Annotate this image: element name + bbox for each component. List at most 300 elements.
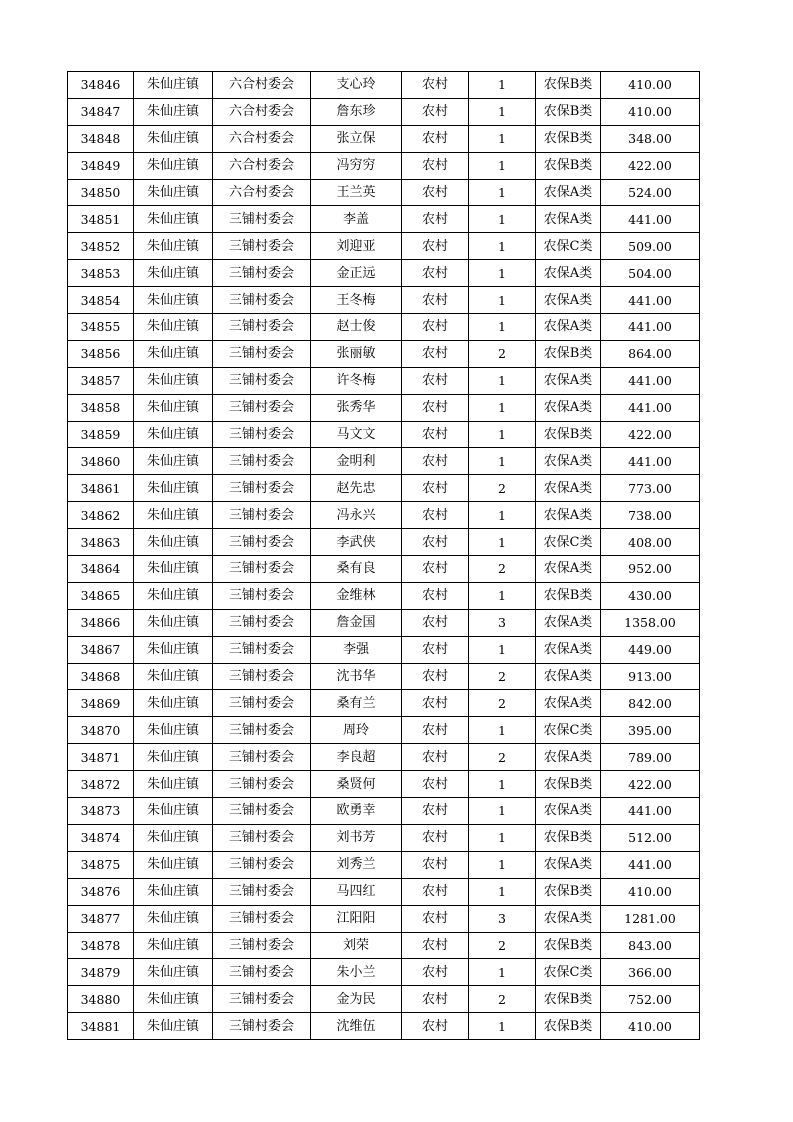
area-type-cell: 农村: [402, 824, 469, 851]
village-committee-cell: 三铺村委会: [213, 824, 311, 851]
village-committee-cell: 三铺村委会: [213, 206, 311, 233]
town-cell: 朱仙庄镇: [134, 663, 213, 690]
name-cell: 李良超: [311, 744, 402, 771]
name-cell: 刘秀兰: [311, 851, 402, 878]
area-type-cell: 农村: [402, 663, 469, 690]
town-cell: 朱仙庄镇: [134, 340, 213, 367]
name-cell: 赵士俊: [311, 314, 402, 341]
amount-cell: 408.00: [601, 529, 700, 556]
table-row: [68, 394, 700, 421]
amount-cell: 422.00: [601, 421, 700, 448]
category-cell: 农保A类: [536, 394, 601, 421]
area-type-cell: 农村: [402, 905, 469, 932]
table-row: [68, 72, 700, 99]
name-cell: 朱小兰: [311, 959, 402, 986]
area-type-cell: 农村: [402, 609, 469, 636]
village-committee-cell: 六合村委会: [213, 152, 311, 179]
serial-number-cell: 34848: [68, 125, 134, 152]
household-size-cell: 1: [469, 72, 536, 99]
town-cell: 朱仙庄镇: [134, 72, 213, 99]
name-cell: 王兰英: [311, 179, 402, 206]
table-row: [68, 851, 700, 878]
serial-number-cell: 34846: [68, 72, 134, 99]
name-cell: 桑有良: [311, 556, 402, 583]
serial-number-cell: 34855: [68, 314, 134, 341]
serial-number-cell: 34867: [68, 636, 134, 663]
amount-cell: 952.00: [601, 556, 700, 583]
name-cell: 李盖: [311, 206, 402, 233]
name-cell: 许冬梅: [311, 367, 402, 394]
amount-cell: 843.00: [601, 932, 700, 959]
table-row: [68, 824, 700, 851]
town-cell: 朱仙庄镇: [134, 314, 213, 341]
name-cell: 刘书芳: [311, 824, 402, 851]
table-row: [68, 260, 700, 287]
area-type-cell: 农村: [402, 287, 469, 314]
town-cell: 朱仙庄镇: [134, 798, 213, 825]
village-committee-cell: 三铺村委会: [213, 556, 311, 583]
village-committee-cell: 三铺村委会: [213, 717, 311, 744]
category-cell: 农保A类: [536, 663, 601, 690]
amount-cell: 410.00: [601, 1013, 700, 1040]
town-cell: 朱仙庄镇: [134, 771, 213, 798]
household-size-cell: 2: [469, 556, 536, 583]
village-committee-cell: 三铺村委会: [213, 314, 311, 341]
village-committee-cell: 三铺村委会: [213, 394, 311, 421]
category-cell: 农保B类: [536, 582, 601, 609]
table-row: [68, 98, 700, 125]
serial-number-cell: 34878: [68, 932, 134, 959]
amount-cell: 441.00: [601, 851, 700, 878]
category-cell: 农保A类: [536, 690, 601, 717]
category-cell: 农保B类: [536, 421, 601, 448]
serial-number-cell: 34863: [68, 529, 134, 556]
table-row: [68, 314, 700, 341]
village-committee-cell: 三铺村委会: [213, 932, 311, 959]
household-size-cell: 1: [469, 98, 536, 125]
amount-cell: 512.00: [601, 824, 700, 851]
document-page: [67, 71, 699, 1040]
area-type-cell: 农村: [402, 340, 469, 367]
table-row: [68, 448, 700, 475]
town-cell: 朱仙庄镇: [134, 556, 213, 583]
household-size-cell: 1: [469, 878, 536, 905]
village-committee-cell: 三铺村委会: [213, 905, 311, 932]
category-cell: 农保B类: [536, 152, 601, 179]
category-cell: 农保B类: [536, 1013, 601, 1040]
category-cell: 农保B类: [536, 340, 601, 367]
village-committee-cell: 三铺村委会: [213, 636, 311, 663]
amount-cell: 752.00: [601, 986, 700, 1013]
serial-number-cell: 34853: [68, 260, 134, 287]
beneficiary-table: [67, 71, 700, 1040]
amount-cell: 348.00: [601, 125, 700, 152]
village-committee-cell: 三铺村委会: [213, 986, 311, 1013]
area-type-cell: 农村: [402, 798, 469, 825]
town-cell: 朱仙庄镇: [134, 206, 213, 233]
serial-number-cell: 34850: [68, 179, 134, 206]
serial-number-cell: 34871: [68, 744, 134, 771]
table-row: [68, 556, 700, 583]
area-type-cell: 农村: [402, 771, 469, 798]
household-size-cell: 3: [469, 905, 536, 932]
amount-cell: 441.00: [601, 287, 700, 314]
category-cell: 农保A类: [536, 475, 601, 502]
amount-cell: 430.00: [601, 582, 700, 609]
town-cell: 朱仙庄镇: [134, 905, 213, 932]
table-row: [68, 233, 700, 260]
name-cell: 金为民: [311, 986, 402, 1013]
table-row: [68, 663, 700, 690]
household-size-cell: 1: [469, 717, 536, 744]
town-cell: 朱仙庄镇: [134, 502, 213, 529]
town-cell: 朱仙庄镇: [134, 609, 213, 636]
name-cell: 周玲: [311, 717, 402, 744]
name-cell: 李武侠: [311, 529, 402, 556]
serial-number-cell: 34861: [68, 475, 134, 502]
amount-cell: 441.00: [601, 314, 700, 341]
village-committee-cell: 三铺村委会: [213, 798, 311, 825]
household-size-cell: 2: [469, 475, 536, 502]
amount-cell: 441.00: [601, 206, 700, 233]
serial-number-cell: 34864: [68, 556, 134, 583]
town-cell: 朱仙庄镇: [134, 851, 213, 878]
category-cell: 农保C类: [536, 717, 601, 744]
serial-number-cell: 34866: [68, 609, 134, 636]
area-type-cell: 农村: [402, 502, 469, 529]
town-cell: 朱仙庄镇: [134, 529, 213, 556]
area-type-cell: 农村: [402, 421, 469, 448]
household-size-cell: 1: [469, 260, 536, 287]
category-cell: 农保A类: [536, 314, 601, 341]
village-committee-cell: 六合村委会: [213, 125, 311, 152]
serial-number-cell: 34876: [68, 878, 134, 905]
area-type-cell: 农村: [402, 717, 469, 744]
category-cell: 农保A类: [536, 206, 601, 233]
town-cell: 朱仙庄镇: [134, 717, 213, 744]
category-cell: 农保C类: [536, 529, 601, 556]
amount-cell: 1358.00: [601, 609, 700, 636]
table-row: [68, 636, 700, 663]
household-size-cell: 1: [469, 152, 536, 179]
serial-number-cell: 34868: [68, 663, 134, 690]
category-cell: 农保A类: [536, 502, 601, 529]
area-type-cell: 农村: [402, 582, 469, 609]
town-cell: 朱仙庄镇: [134, 448, 213, 475]
village-committee-cell: 三铺村委会: [213, 502, 311, 529]
name-cell: 张秀华: [311, 394, 402, 421]
area-type-cell: 农村: [402, 125, 469, 152]
area-type-cell: 农村: [402, 851, 469, 878]
town-cell: 朱仙庄镇: [134, 878, 213, 905]
area-type-cell: 农村: [402, 152, 469, 179]
area-type-cell: 农村: [402, 690, 469, 717]
table-row: [68, 340, 700, 367]
serial-number-cell: 34851: [68, 206, 134, 233]
town-cell: 朱仙庄镇: [134, 986, 213, 1013]
household-size-cell: 1: [469, 824, 536, 851]
town-cell: 朱仙庄镇: [134, 179, 213, 206]
household-size-cell: 1: [469, 394, 536, 421]
table-row: [68, 690, 700, 717]
area-type-cell: 农村: [402, 475, 469, 502]
village-committee-cell: 三铺村委会: [213, 475, 311, 502]
amount-cell: 773.00: [601, 475, 700, 502]
village-committee-cell: 三铺村委会: [213, 233, 311, 260]
table-row: [68, 287, 700, 314]
table-row: [68, 771, 700, 798]
table-row: [68, 932, 700, 959]
household-size-cell: 3: [469, 609, 536, 636]
household-size-cell: 1: [469, 314, 536, 341]
name-cell: 冯穷穷: [311, 152, 402, 179]
area-type-cell: 农村: [402, 878, 469, 905]
category-cell: 农保A类: [536, 851, 601, 878]
town-cell: 朱仙庄镇: [134, 959, 213, 986]
serial-number-cell: 34865: [68, 582, 134, 609]
household-size-cell: 1: [469, 959, 536, 986]
village-committee-cell: 三铺村委会: [213, 287, 311, 314]
category-cell: 农保A类: [536, 367, 601, 394]
area-type-cell: 农村: [402, 72, 469, 99]
amount-cell: 441.00: [601, 448, 700, 475]
category-cell: 农保B类: [536, 932, 601, 959]
amount-cell: 504.00: [601, 260, 700, 287]
category-cell: 农保A类: [536, 609, 601, 636]
area-type-cell: 农村: [402, 179, 469, 206]
name-cell: 赵先忠: [311, 475, 402, 502]
town-cell: 朱仙庄镇: [134, 1013, 213, 1040]
amount-cell: 395.00: [601, 717, 700, 744]
name-cell: 詹东珍: [311, 98, 402, 125]
area-type-cell: 农村: [402, 986, 469, 1013]
serial-number-cell: 34875: [68, 851, 134, 878]
name-cell: 江阳阳: [311, 905, 402, 932]
area-type-cell: 农村: [402, 233, 469, 260]
category-cell: 农保A类: [536, 448, 601, 475]
area-type-cell: 农村: [402, 314, 469, 341]
town-cell: 朱仙庄镇: [134, 367, 213, 394]
table-row: [68, 717, 700, 744]
amount-cell: 524.00: [601, 179, 700, 206]
name-cell: 刘迎亚: [311, 233, 402, 260]
town-cell: 朱仙庄镇: [134, 421, 213, 448]
household-size-cell: 1: [469, 125, 536, 152]
name-cell: 沈维伍: [311, 1013, 402, 1040]
town-cell: 朱仙庄镇: [134, 636, 213, 663]
name-cell: 张丽敏: [311, 340, 402, 367]
village-committee-cell: 三铺村委会: [213, 771, 311, 798]
amount-cell: 410.00: [601, 878, 700, 905]
name-cell: 张立保: [311, 125, 402, 152]
name-cell: 金明利: [311, 448, 402, 475]
name-cell: 马文文: [311, 421, 402, 448]
area-type-cell: 农村: [402, 367, 469, 394]
amount-cell: 913.00: [601, 663, 700, 690]
village-committee-cell: 六合村委会: [213, 98, 311, 125]
household-size-cell: 1: [469, 582, 536, 609]
table-row: [68, 986, 700, 1013]
table-row: [68, 152, 700, 179]
name-cell: 马四红: [311, 878, 402, 905]
village-committee-cell: 三铺村委会: [213, 340, 311, 367]
serial-number-cell: 34877: [68, 905, 134, 932]
area-type-cell: 农村: [402, 448, 469, 475]
amount-cell: 441.00: [601, 798, 700, 825]
village-committee-cell: 三铺村委会: [213, 421, 311, 448]
village-committee-cell: 三铺村委会: [213, 663, 311, 690]
name-cell: 冯永兴: [311, 502, 402, 529]
name-cell: 王冬梅: [311, 287, 402, 314]
serial-number-cell: 34847: [68, 98, 134, 125]
village-committee-cell: 三铺村委会: [213, 448, 311, 475]
serial-number-cell: 34854: [68, 287, 134, 314]
amount-cell: 738.00: [601, 502, 700, 529]
table-row: [68, 502, 700, 529]
household-size-cell: 1: [469, 287, 536, 314]
table-row: [68, 421, 700, 448]
household-size-cell: 2: [469, 340, 536, 367]
serial-number-cell: 34860: [68, 448, 134, 475]
area-type-cell: 农村: [402, 556, 469, 583]
amount-cell: 410.00: [601, 72, 700, 99]
serial-number-cell: 34872: [68, 771, 134, 798]
village-committee-cell: 六合村委会: [213, 179, 311, 206]
serial-number-cell: 34880: [68, 986, 134, 1013]
name-cell: 桑有兰: [311, 690, 402, 717]
household-size-cell: 1: [469, 1013, 536, 1040]
amount-cell: 422.00: [601, 152, 700, 179]
town-cell: 朱仙庄镇: [134, 690, 213, 717]
serial-number-cell: 34870: [68, 717, 134, 744]
serial-number-cell: 34869: [68, 690, 134, 717]
town-cell: 朱仙庄镇: [134, 125, 213, 152]
amount-cell: 509.00: [601, 233, 700, 260]
category-cell: 农保A类: [536, 179, 601, 206]
household-size-cell: 2: [469, 986, 536, 1013]
table-row: [68, 1013, 700, 1040]
serial-number-cell: 34874: [68, 824, 134, 851]
category-cell: 农保C类: [536, 233, 601, 260]
amount-cell: 422.00: [601, 771, 700, 798]
serial-number-cell: 34858: [68, 394, 134, 421]
category-cell: 农保B类: [536, 771, 601, 798]
household-size-cell: 2: [469, 690, 536, 717]
table-row: [68, 744, 700, 771]
amount-cell: 410.00: [601, 98, 700, 125]
name-cell: 刘荣: [311, 932, 402, 959]
area-type-cell: 农村: [402, 260, 469, 287]
household-size-cell: 1: [469, 529, 536, 556]
table-row: [68, 475, 700, 502]
area-type-cell: 农村: [402, 959, 469, 986]
category-cell: 农保B类: [536, 878, 601, 905]
serial-number-cell: 34881: [68, 1013, 134, 1040]
town-cell: 朱仙庄镇: [134, 932, 213, 959]
table-row: [68, 798, 700, 825]
name-cell: 沈书华: [311, 663, 402, 690]
name-cell: 金维林: [311, 582, 402, 609]
name-cell: 詹金国: [311, 609, 402, 636]
category-cell: 农保A类: [536, 260, 601, 287]
household-size-cell: 1: [469, 798, 536, 825]
table-row: [68, 125, 700, 152]
town-cell: 朱仙庄镇: [134, 394, 213, 421]
amount-cell: 441.00: [601, 367, 700, 394]
household-size-cell: 1: [469, 421, 536, 448]
table-row: [68, 905, 700, 932]
serial-number-cell: 34852: [68, 233, 134, 260]
village-committee-cell: 三铺村委会: [213, 959, 311, 986]
household-size-cell: 2: [469, 663, 536, 690]
name-cell: 桑贤何: [311, 771, 402, 798]
category-cell: 农保A类: [536, 636, 601, 663]
name-cell: 金正远: [311, 260, 402, 287]
name-cell: 支心玲: [311, 72, 402, 99]
serial-number-cell: 34862: [68, 502, 134, 529]
household-size-cell: 1: [469, 851, 536, 878]
town-cell: 朱仙庄镇: [134, 260, 213, 287]
amount-cell: 366.00: [601, 959, 700, 986]
category-cell: 农保B类: [536, 986, 601, 1013]
table-row: [68, 609, 700, 636]
village-committee-cell: 六合村委会: [213, 72, 311, 99]
serial-number-cell: 34873: [68, 798, 134, 825]
category-cell: 农保B类: [536, 72, 601, 99]
amount-cell: 449.00: [601, 636, 700, 663]
category-cell: 农保B类: [536, 824, 601, 851]
table-row: [68, 582, 700, 609]
category-cell: 农保C类: [536, 959, 601, 986]
area-type-cell: 农村: [402, 932, 469, 959]
amount-cell: 441.00: [601, 394, 700, 421]
category-cell: 农保A类: [536, 556, 601, 583]
town-cell: 朱仙庄镇: [134, 152, 213, 179]
household-size-cell: 2: [469, 932, 536, 959]
table-row: [68, 959, 700, 986]
household-size-cell: 1: [469, 206, 536, 233]
household-size-cell: 1: [469, 367, 536, 394]
village-committee-cell: 三铺村委会: [213, 260, 311, 287]
village-committee-cell: 三铺村委会: [213, 367, 311, 394]
table-body: [68, 72, 700, 1040]
household-size-cell: 1: [469, 771, 536, 798]
name-cell: 欧勇幸: [311, 798, 402, 825]
town-cell: 朱仙庄镇: [134, 824, 213, 851]
area-type-cell: 农村: [402, 206, 469, 233]
village-committee-cell: 三铺村委会: [213, 529, 311, 556]
category-cell: 农保B类: [536, 98, 601, 125]
household-size-cell: 1: [469, 179, 536, 206]
town-cell: 朱仙庄镇: [134, 475, 213, 502]
village-committee-cell: 三铺村委会: [213, 851, 311, 878]
serial-number-cell: 34849: [68, 152, 134, 179]
household-size-cell: 1: [469, 448, 536, 475]
name-cell: 李强: [311, 636, 402, 663]
serial-number-cell: 34859: [68, 421, 134, 448]
category-cell: 农保A类: [536, 744, 601, 771]
serial-number-cell: 34857: [68, 367, 134, 394]
village-committee-cell: 三铺村委会: [213, 609, 311, 636]
table-row: [68, 367, 700, 394]
town-cell: 朱仙庄镇: [134, 98, 213, 125]
town-cell: 朱仙庄镇: [134, 233, 213, 260]
household-size-cell: 1: [469, 233, 536, 260]
amount-cell: 864.00: [601, 340, 700, 367]
village-committee-cell: 三铺村委会: [213, 1013, 311, 1040]
amount-cell: 842.00: [601, 690, 700, 717]
area-type-cell: 农村: [402, 744, 469, 771]
